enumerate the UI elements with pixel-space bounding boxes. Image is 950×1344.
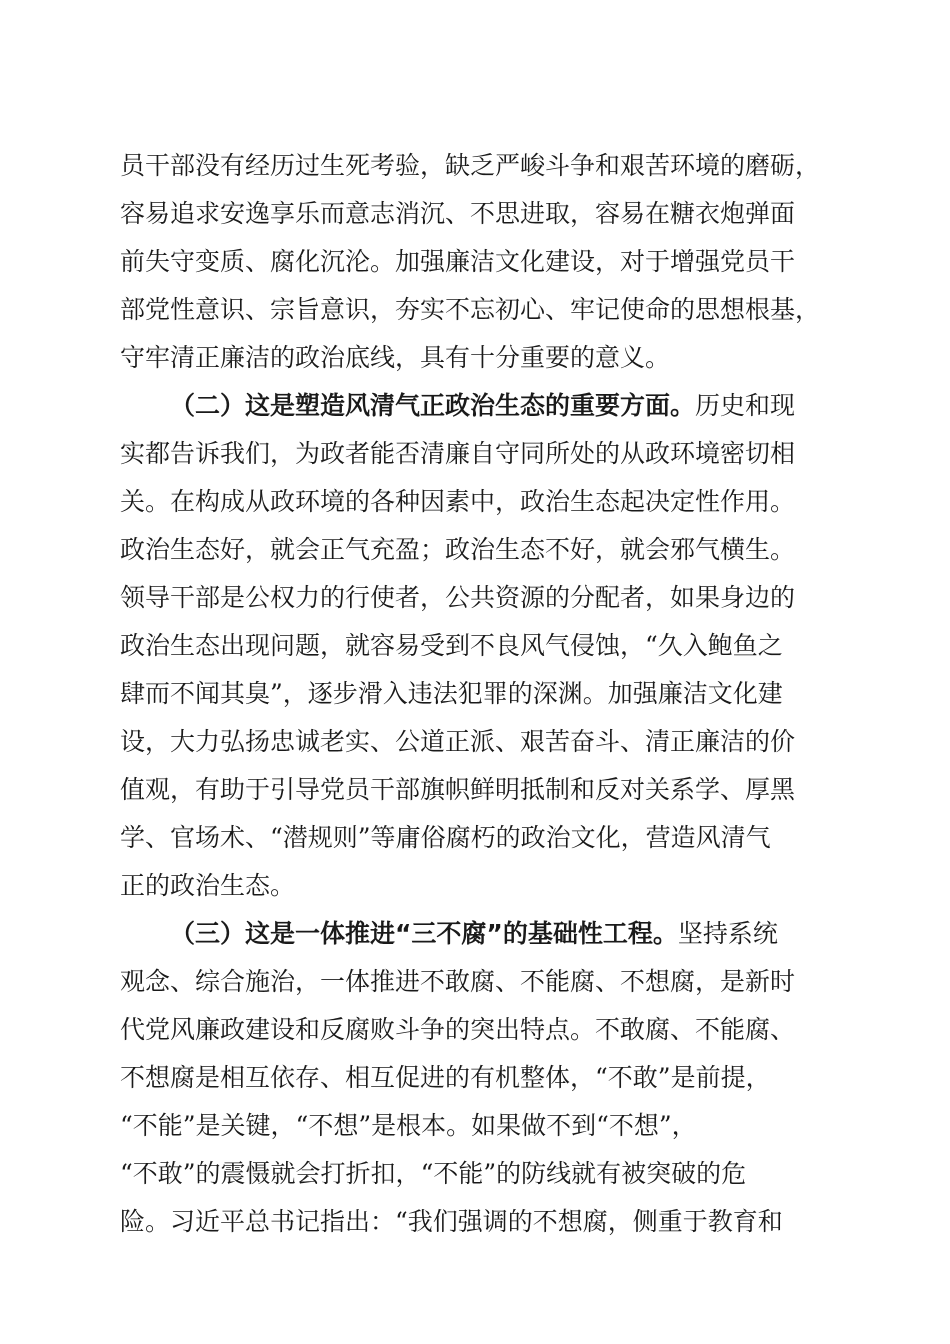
body-line: 值观，有助于引导党员干部旗帜鲜明抵制和反对关系学、厚黑 <box>120 775 796 804</box>
body-line: 部党性意识、宗旨意识，夯实不忘初心、牢记使命的思想根基， <box>120 295 821 324</box>
body-line: 代党风廉政建设和反腐败斗争的突出特点。不敢腐、不能腐、 <box>120 1015 796 1044</box>
section-3-first-line <box>120 910 832 958</box>
body-line: 政治生态出现问题，就容易受到不良风气侵蚀，“久入鲍鱼之 <box>120 631 783 660</box>
body-line: 正的政治生态。 <box>120 871 296 900</box>
section-2-first-line-text: 历史和现 <box>695 391 796 420</box>
body-line: 容易追求安逸享乐而意志消沉、不思进取，容易在糖衣炮弹面 <box>120 199 796 228</box>
body-line: 实都告诉我们，为政者能否清廉自守同所处的从政环境密切相 <box>120 439 796 468</box>
body-line: 前失守变质、腐化沉沦。加强廉洁文化建设，对于增强党员干 <box>120 247 796 276</box>
body-line: 险。习近平总书记指出：“我们强调的不想腐，侧重于教育和 <box>120 1207 783 1236</box>
body-line: 学、官场术、“潜规则”等庸俗腐朽的政治文化，营造风清气 <box>120 823 771 852</box>
body-line: 观念、综合施治，一体推进不敢腐、不能腐、不想腐，是新时 <box>120 967 796 996</box>
body-line: 领导干部是公权力的行使者，公共资源的分配者，如果身边的 <box>120 583 796 612</box>
section-3-first-line-text: 坚持系统 <box>677 919 778 948</box>
body-line: “不能”是关键，“不想”是根本。如果做不到“不想”， <box>120 1111 697 1140</box>
body-line: 守牢清正廉洁的政治底线，具有十分重要的意义。 <box>120 343 671 372</box>
body-line: “不敢”的震慑就会打折扣，“不能”的防线就有被突破的危 <box>120 1159 747 1188</box>
body-line: 政治生态好，就会正气充盈；政治生态不好，就会邪气横生。 <box>120 535 796 564</box>
body-line: 肆而不闻其臭”，逐步滑入违法犯罪的深渊。加强廉洁文化建 <box>120 679 783 708</box>
body-line: 设，大力弘扬忠诚老实、公道正派、艰苦奋斗、清正廉洁的价 <box>120 727 796 756</box>
document-body <box>120 142 832 1246</box>
body-line: 员干部没有经历过生死考验，缺乏严峻斗争和艰苦环境的磨砺， <box>120 151 821 180</box>
section-2-first-line <box>120 382 832 430</box>
body-line: 不想腐是相互依存、相互促进的有机整体，“不敢”是前提， <box>120 1063 771 1092</box>
section-3-heading: （三）这是一体推进“三不腐”的基础性工程。 <box>170 919 678 948</box>
body-line: 关。在构成从政环境的各种因素中，政治生态起决定性作用。 <box>120 487 796 516</box>
section-2-heading: （二）这是塑造风清气正政治生态的重要方面。 <box>170 391 696 420</box>
